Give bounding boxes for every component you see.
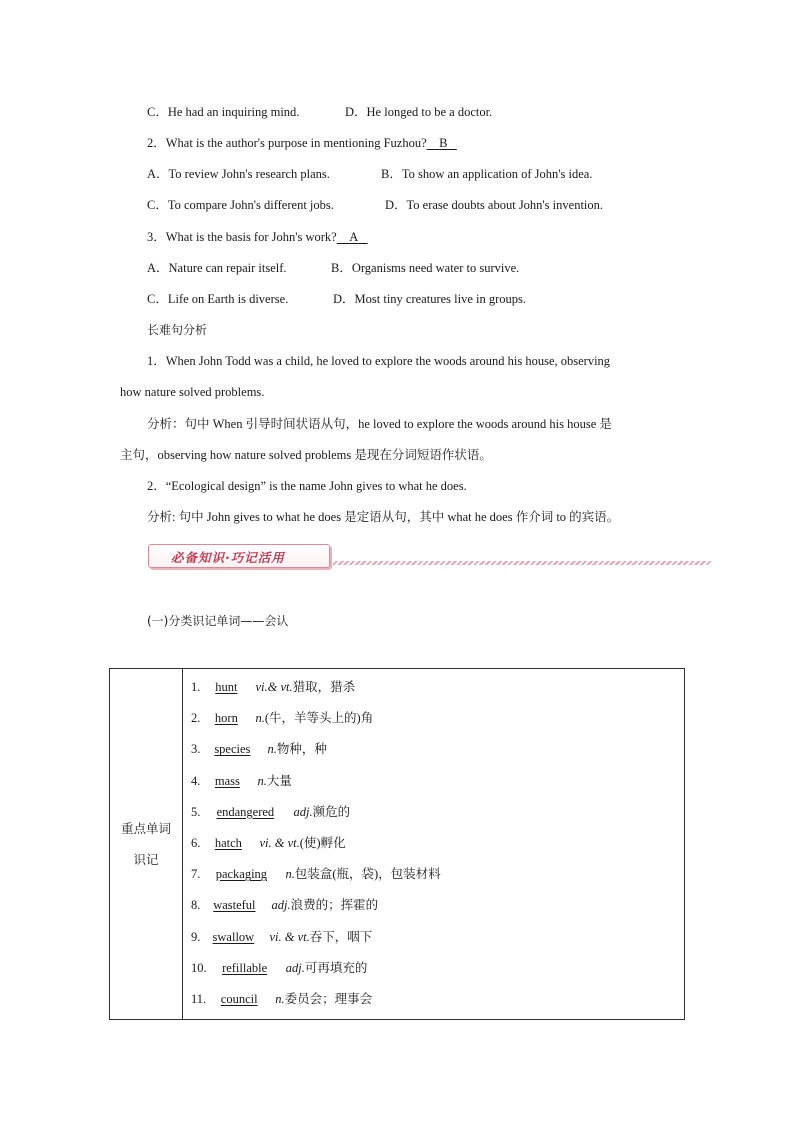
- vocab-item: 11. council n.委员会；理事会: [191, 984, 684, 1015]
- vocab-word: swallow: [212, 929, 255, 944]
- category-line-2: 识记: [133, 852, 159, 868]
- vocab-item: 2. horn n.(牛，羊等头上的)角: [191, 703, 684, 734]
- banner-tag: [148, 544, 330, 568]
- banner-label: 必备知识·巧记活用: [171, 550, 285, 565]
- vocab-word: hatch: [214, 835, 242, 850]
- vocab-item: 3. species n.物种，种: [191, 734, 684, 765]
- section-banner: [146, 543, 711, 569]
- sentence-1-note-line-2: 主句，observing how nature solved problems 是现在分词短语作状语。: [120, 448, 492, 462]
- sentence-1-note-line-1: 分析：句中 When 引导时间状语从句，he loved to explore the woods around his house 是: [147, 417, 612, 431]
- words-cell: [183, 669, 685, 1020]
- q3-stem-line: [147, 229, 368, 245]
- vocab-table: [109, 668, 685, 1020]
- vocab-word: horn: [214, 711, 238, 726]
- sentence-1-line-1: 1．When John Todd was a child, he loved to explore the woods around his house, observing: [147, 354, 611, 368]
- sentence-2-line: 2．“Ecological design” is the name John gives to what he does.: [147, 479, 467, 493]
- q2-option-b: B．To show an application of John's idea.: [381, 167, 593, 181]
- q1-option-c: C．He had an inquiring mind.: [147, 105, 300, 119]
- q2-option-a: A．To review John's research plans.: [147, 167, 330, 181]
- q3-option-d: D．Most tiny creatures live in groups.: [333, 292, 527, 306]
- vocab-item: 1. hunt vi.& vt.猎取，猎杀: [191, 672, 684, 703]
- vocab-word: endangered: [216, 804, 275, 819]
- vocab-item: 8. wasteful adj.浪费的；挥霍的: [191, 890, 684, 921]
- q3-stem: 3．What is the basis for John's work?: [147, 230, 337, 244]
- q2-answer: B: [439, 136, 448, 150]
- q1-option-d: D．He longed to be a doctor.: [345, 105, 493, 119]
- analysis-heading: 长难句分析: [147, 323, 208, 337]
- q2-option-c: C．To compare John's different jobs.: [147, 198, 334, 212]
- vocab-word: wasteful: [213, 898, 256, 913]
- vocab-item: 4. mass n.大量: [191, 766, 684, 797]
- q3-option-b: B．Organisms need water to survive.: [331, 261, 520, 275]
- banner-hatched-rule: [330, 561, 711, 565]
- category-line-1: 重点单词: [120, 821, 171, 837]
- q3-option-a: A．Nature can repair itself.: [147, 261, 287, 275]
- vocab-word: mass: [214, 773, 240, 788]
- q3-answer: A: [349, 230, 359, 244]
- vocab-word: refillable: [222, 960, 268, 975]
- vocab-word: hunt: [215, 680, 238, 694]
- q3-option-c: C．Life on Earth is diverse.: [147, 292, 289, 306]
- q2-stem-line: [147, 135, 457, 151]
- category-cell: [110, 669, 183, 1020]
- q2-stem: 2．What is the author's purpose in mentioning Fuzhou?: [147, 136, 427, 150]
- vocab-word: species: [214, 742, 251, 757]
- sentence-1-line-2: how nature solved problems.: [120, 385, 265, 399]
- vocab-word: packaging: [215, 867, 268, 882]
- vocab-word: council: [220, 991, 258, 1006]
- q2-option-d: D．To erase doubts about John's invention.: [385, 198, 604, 212]
- vocab-item: 9. swallow vi. & vt.吞下，咽下: [191, 922, 684, 953]
- vocab-item: 7. packaging n.包装盒(瓶，袋)，包装材料: [191, 859, 684, 890]
- section-heading: (一)分类识记单词——会认: [147, 614, 289, 628]
- table-row: [110, 669, 685, 1020]
- vocab-item: 5. endangered adj.濒危的: [191, 797, 684, 828]
- vocab-item: 6. hatch vi. & vt.(使)孵化: [191, 828, 684, 859]
- sentence-2-note: 分析: 句中 John gives to what he does 是定语从句，其中 what he does 作介词 to 的宾语。: [147, 510, 620, 524]
- vocab-item: 10. refillable adj.可再填充的: [191, 953, 684, 984]
